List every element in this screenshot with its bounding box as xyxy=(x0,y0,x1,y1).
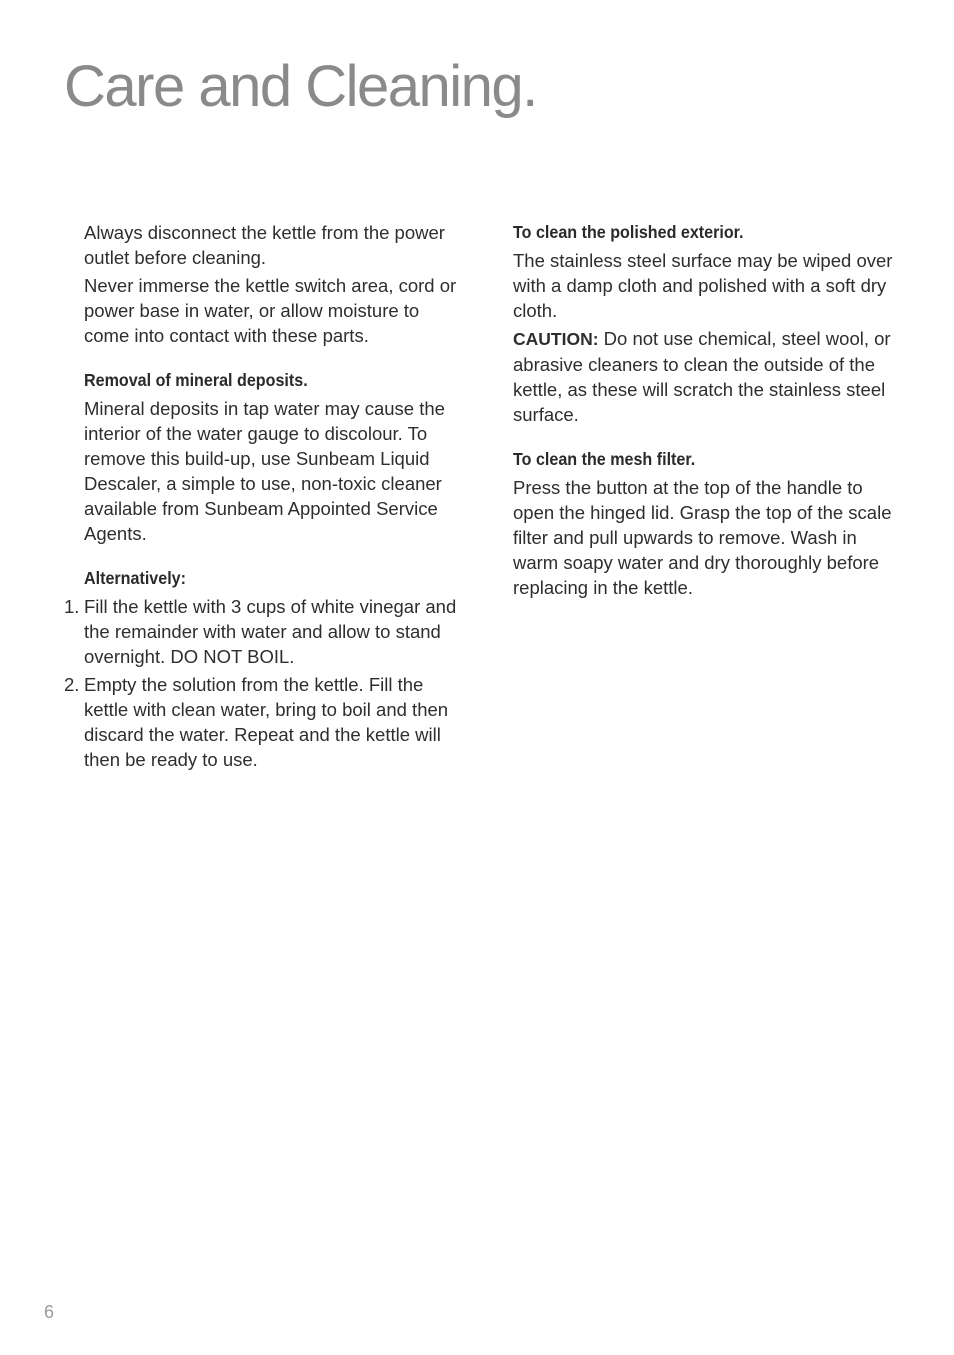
mesh-filter-heading: To clean the mesh filter. xyxy=(513,449,696,469)
mesh-filter-text: Press the button at the top of the handle to open the hinged lid. Grasp the top of the scale filter and pull upwards to remove. Wash in warm soapy water and dry thoroughly before replacing in the kettle. xyxy=(513,477,892,598)
step-text: Fill the kettle with 3 cups of white vinegar and the remainder with water and allow to stand overnight. DO NOT BOIL. xyxy=(84,596,457,667)
mineral-deposits-text: Mineral deposits in tap water may cause the interior of the water gauge to discolour. To remove this build-up, use Sunbeam Liquid Descaler, a simple to use, non-toxic cleaner available from Sunbeam Appointed Service Agents. xyxy=(84,398,445,544)
intro-paragraph-disconnect: Always disconnect the kettle from the power outlet before cleaning. xyxy=(84,222,445,268)
right-column xyxy=(513,220,898,603)
alternatively-heading: Alternatively: xyxy=(84,568,187,588)
list-item xyxy=(64,672,464,772)
caution-label: CAUTION: xyxy=(513,329,599,349)
caution-paragraph xyxy=(513,326,898,427)
step-text: Empty the solution from the kettle. Fill the kettle with clean water, bring to boil and then discard the water. Repeat and the kettle will then be ready to use. xyxy=(84,674,449,770)
descaling-steps-list xyxy=(64,594,464,772)
left-column xyxy=(64,220,464,775)
caution-text: Do not use chemical, steel wool, or abrasive cleaners to clean the outside of the kettle, as these will scratch the stainless steel surface. xyxy=(513,328,891,425)
page-number: 6 xyxy=(44,1302,55,1322)
intro-paragraph-immerse: Never immerse the kettle switch area, cord or power base in water, or allow moisture to come into contact with these parts. xyxy=(84,275,457,346)
page-title: Care and Cleaning. xyxy=(64,54,537,119)
list-item xyxy=(64,594,464,669)
polished-exterior-text: The stainless steel surface may be wiped over with a damp cloth and polished with a soft dry cloth. xyxy=(513,250,893,321)
step-number: 1. xyxy=(64,596,80,617)
polished-exterior-heading: To clean the polished exterior. xyxy=(513,222,744,242)
mineral-deposits-heading: Removal of mineral deposits. xyxy=(84,370,308,390)
step-number: 2. xyxy=(64,674,80,695)
